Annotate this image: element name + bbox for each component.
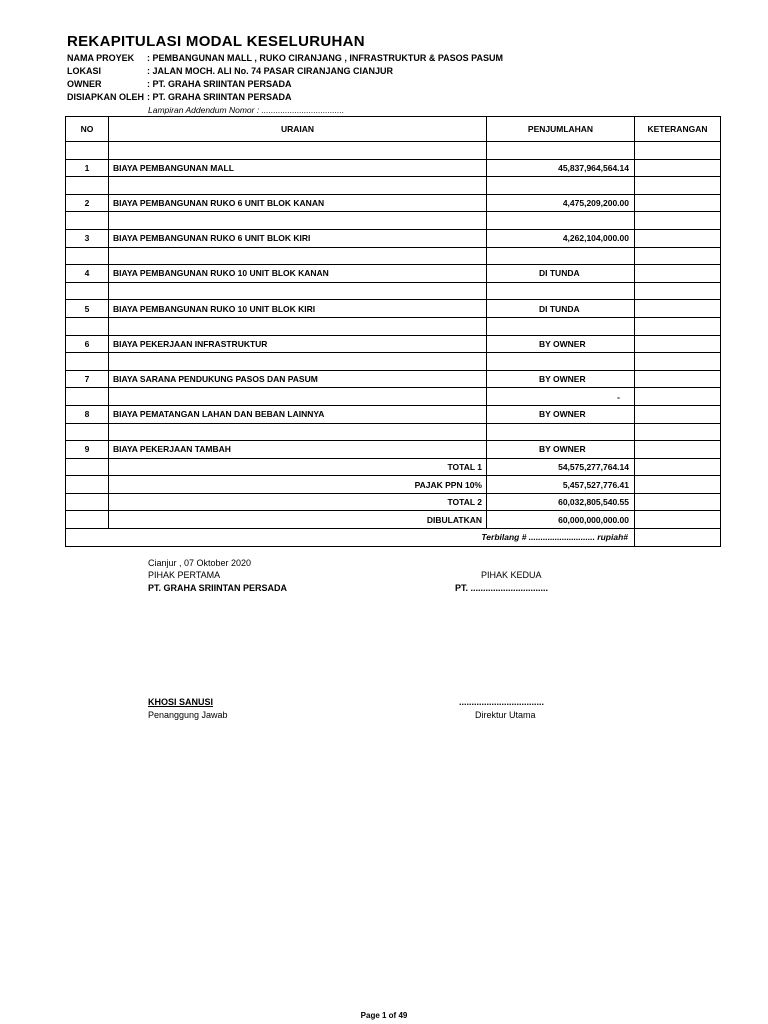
item-no: 1 — [66, 159, 109, 177]
spacer-row — [66, 212, 721, 230]
item-no: 6 — [66, 335, 109, 353]
table-header — [66, 117, 721, 142]
item-uraian: BIAYA PEMBANGUNAN RUKO 10 UNIT BLOK KIRI — [109, 300, 487, 318]
header-no: NO — [66, 117, 109, 142]
info-label: LOKASI — [67, 66, 102, 76]
item-value: BY OWNER — [487, 335, 635, 353]
pihak-pertama-label: PIHAK PERTAMA — [148, 570, 221, 580]
item-value: 4,262,104,000.00 — [487, 229, 635, 247]
table-row — [66, 159, 721, 177]
signature-date: Cianjur , 07 Oktober 2020 — [148, 558, 252, 568]
item-uraian: BIAYA SARANA PENDUKUNG PASOS DAN PASUM — [109, 370, 487, 388]
spacer-row — [66, 177, 721, 195]
item-uraian: BIAYA PEMBANGUNAN RUKO 10 UNIT BLOK KANAN — [109, 265, 487, 283]
info-value: : PT. GRAHA SRIINTAN PERSADA — [147, 92, 292, 102]
item-keterangan — [635, 335, 721, 353]
item-keterangan — [635, 229, 721, 247]
item-keterangan — [635, 405, 721, 423]
item-value: DI TUNDA — [487, 265, 635, 283]
signatory-name-first: KHOSI SANUSI — [148, 697, 214, 707]
info-label: OWNER — [67, 79, 102, 89]
item-uraian: BIAYA PEMATANGAN LAHAN DAN BEBAN LAINNYA — [109, 405, 487, 423]
item-value: 4,475,209,200.00 — [487, 194, 635, 212]
item-uraian: BIAYA PEMBANGUNAN RUKO 6 UNIT BLOK KIRI — [109, 229, 487, 247]
total-label: DIBULATKAN — [109, 511, 487, 529]
info-owner — [67, 79, 292, 89]
total-row — [66, 493, 721, 511]
header-penjumlahan: PENJUMLAHAN — [487, 117, 635, 142]
info-value: : JALAN MOCH. ALI No. 74 PASAR CIRANJANG CIANJUR — [147, 66, 394, 76]
item-keterangan — [635, 300, 721, 318]
company-second-party: PT. ............................... — [455, 583, 549, 593]
item-no: 2 — [66, 194, 109, 212]
lampiran-line: Lampiran Addendum Nomor : ................................... — [148, 105, 345, 115]
header-keterangan: KETERANGAN — [635, 117, 721, 142]
spacer-row — [66, 282, 721, 300]
signatory-role-first: Penanggung Jawab — [148, 710, 228, 720]
item-no: 8 — [66, 405, 109, 423]
item-value: BY OWNER — [487, 441, 635, 459]
total-label: TOTAL 1 — [109, 458, 487, 476]
document-title: REKAPITULASI MODAL KESELURUHAN — [67, 33, 365, 50]
table-row — [66, 300, 721, 318]
item-uraian: BIAYA PEKERJAAN TAMBAH — [109, 441, 487, 459]
item-no: 9 — [66, 441, 109, 459]
item-uraian: BIAYA PEKERJAAN INFRASTRUKTUR — [109, 335, 487, 353]
info-value: : PEMBANGUNAN MALL , RUKO CIRANJANG , INFRASTRUKTUR & PASOS PASUM — [147, 53, 504, 63]
total-value: 5,457,527,776.41 — [487, 476, 635, 494]
dash-value: - — [487, 388, 635, 406]
item-value: 45,837,964,564.14 — [487, 159, 635, 177]
item-uraian: BIAYA PEMBANGUNAN RUKO 6 UNIT BLOK KANAN — [109, 194, 487, 212]
spacer-row — [66, 388, 721, 406]
item-keterangan — [635, 159, 721, 177]
item-keterangan — [635, 265, 721, 283]
item-no: 3 — [66, 229, 109, 247]
terbilang-row — [66, 529, 721, 547]
info-label: DISIAPKAN OLEH — [67, 92, 145, 102]
table-row — [66, 441, 721, 459]
terbilang-text: Terbilang # ............................ rupiah# — [66, 529, 635, 547]
recap-table — [65, 116, 721, 547]
info-label: NAMA PROYEK — [67, 53, 135, 63]
total-value: 60,032,805,540.55 — [487, 493, 635, 511]
item-value: BY OWNER — [487, 405, 635, 423]
pihak-kedua-label: PIHAK KEDUA — [481, 570, 542, 580]
table-row — [66, 370, 721, 388]
item-no: 5 — [66, 300, 109, 318]
total-row — [66, 458, 721, 476]
spacer-row — [66, 423, 721, 441]
spacer-row — [66, 142, 721, 160]
info-project — [67, 53, 503, 63]
info-prepared-by — [67, 92, 292, 102]
table-row — [66, 265, 721, 283]
total-value: 54,575,277,764.14 — [487, 458, 635, 476]
spacer-row — [66, 317, 721, 335]
item-no: 7 — [66, 370, 109, 388]
table-row — [66, 229, 721, 247]
total-row — [66, 476, 721, 494]
total-label: TOTAL 2 — [109, 493, 487, 511]
company-first-party: PT. GRAHA SRIINTAN PERSADA — [148, 583, 288, 593]
item-keterangan — [635, 194, 721, 212]
spacer-row — [66, 353, 721, 371]
item-uraian: BIAYA PEMBANGUNAN MALL — [109, 159, 487, 177]
spacer-row — [66, 247, 721, 265]
total-label: PAJAK PPN 10% — [109, 476, 487, 494]
item-keterangan — [635, 370, 721, 388]
page-number: Page 1 of 49 — [360, 1011, 408, 1020]
item-value: BY OWNER — [487, 370, 635, 388]
total-value: 60,000,000,000.00 — [487, 511, 635, 529]
table-row — [66, 335, 721, 353]
item-value: DI TUNDA — [487, 300, 635, 318]
table-row — [66, 194, 721, 212]
item-keterangan — [635, 441, 721, 459]
signatory-name-second: .................................. — [459, 697, 545, 707]
header-uraian: URAIAN — [109, 117, 487, 142]
item-no: 4 — [66, 265, 109, 283]
table-row — [66, 405, 721, 423]
info-value: : PT. GRAHA SRIINTAN PERSADA — [147, 79, 292, 89]
signatory-role-second: Direktur Utama — [475, 710, 536, 720]
total-row — [66, 511, 721, 529]
info-location — [67, 66, 393, 76]
